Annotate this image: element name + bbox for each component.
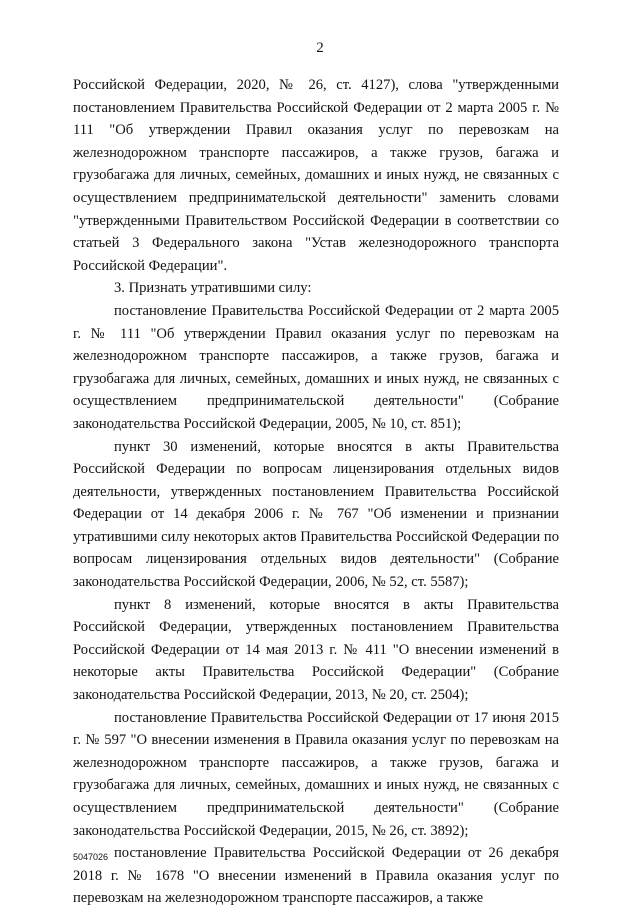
page-number: 2 — [316, 40, 324, 56]
document-code: 5047026 — [73, 852, 109, 862]
paragraph-item: постановление Правительства Российской Федерации от 17 июня 2015 г. № 597 "О внесении изменения в Правила оказания услуг по перевозкам на железнодорожном транспорте пассажиров, а также грузов, багажа и грузобагажа для личных, семейных, домашних и иных нужд, не связанных с осуществлением предпринимательской деятельности" (Собрание законодательства Российской Федерации, 2015, № 26, ст. 3892); — [73, 709, 559, 839]
paragraph-item: постановление Правительства Российской Федерации от 26 декабря 2018 г. № 1678 "О внесении изменений в Правила оказания услуг по перевозкам на железнодорожном транспорте пассажиров, а также — [73, 845, 559, 907]
paragraph-item: пункт 30 изменений, которые вносятся в акты Правительства Российской Федерации по вопросам лицензирования отдельных видов деятельности, утвержденных постановлением Правительства Российской Федерации от 14 декабря 2006 г. № 767 "Об изменении и признании утратившими силу некоторых актов Правительства Российской Федерации по вопросам лицензирования отдельных видов деятельности" (Собрание законодательства Российской Федерации, 2006, № 52, ст. 5587); — [73, 438, 559, 591]
paragraph-continuation: Российской Федерации, 2020, № 26, ст. 4127), слова "утвержденными постановлением Правительства Российской Федерации от 2 марта 2005 г. № 111 "Об утверждении Правил оказания услуг по перевозкам на железнодорожном транспорте пассажиров, а также грузов, багажа и грузобагажа для личных, семейных, домашних и иных нужд, не связанных с осуществлением предпринимательской деятельности" заменить словами "утвержденными Правительством Российской Федерации в соответствии со статьей 3 Федерального закона "Устав железнодорожного транспорта Российской Федерации". — [73, 77, 559, 274]
paragraph-item: пункт 8 изменений, которые вносятся в акты Правительства Российской Федерации, утвержденных постановлением Правительства Российской Федерации от 14 мая 2013 г. № 411 "О внесении изменений в некоторые акты Правительства Российской Федерации" (Собрание законодательства Российской Федерации, 2013, № 20, ст. 2504); — [73, 596, 559, 704]
document-body — [73, 74, 559, 910]
paragraph-section-3: 3. Признать утратившими силу: — [114, 280, 312, 297]
paragraph-item: постановление Правительства Российской Федерации от 2 марта 2005 г. № 111 "Об утверждении Правил оказания услуг по перевозкам на железнодорожном транспорте пассажиров, а также грузов, багажа и грузобагажа для личных, семейных, домашних и иных нужд, не связанных с осуществлением предпринимательской деятельности" (Собрание законодательства Российской Федерации, 2005, № 10, ст. 851); — [73, 302, 559, 432]
